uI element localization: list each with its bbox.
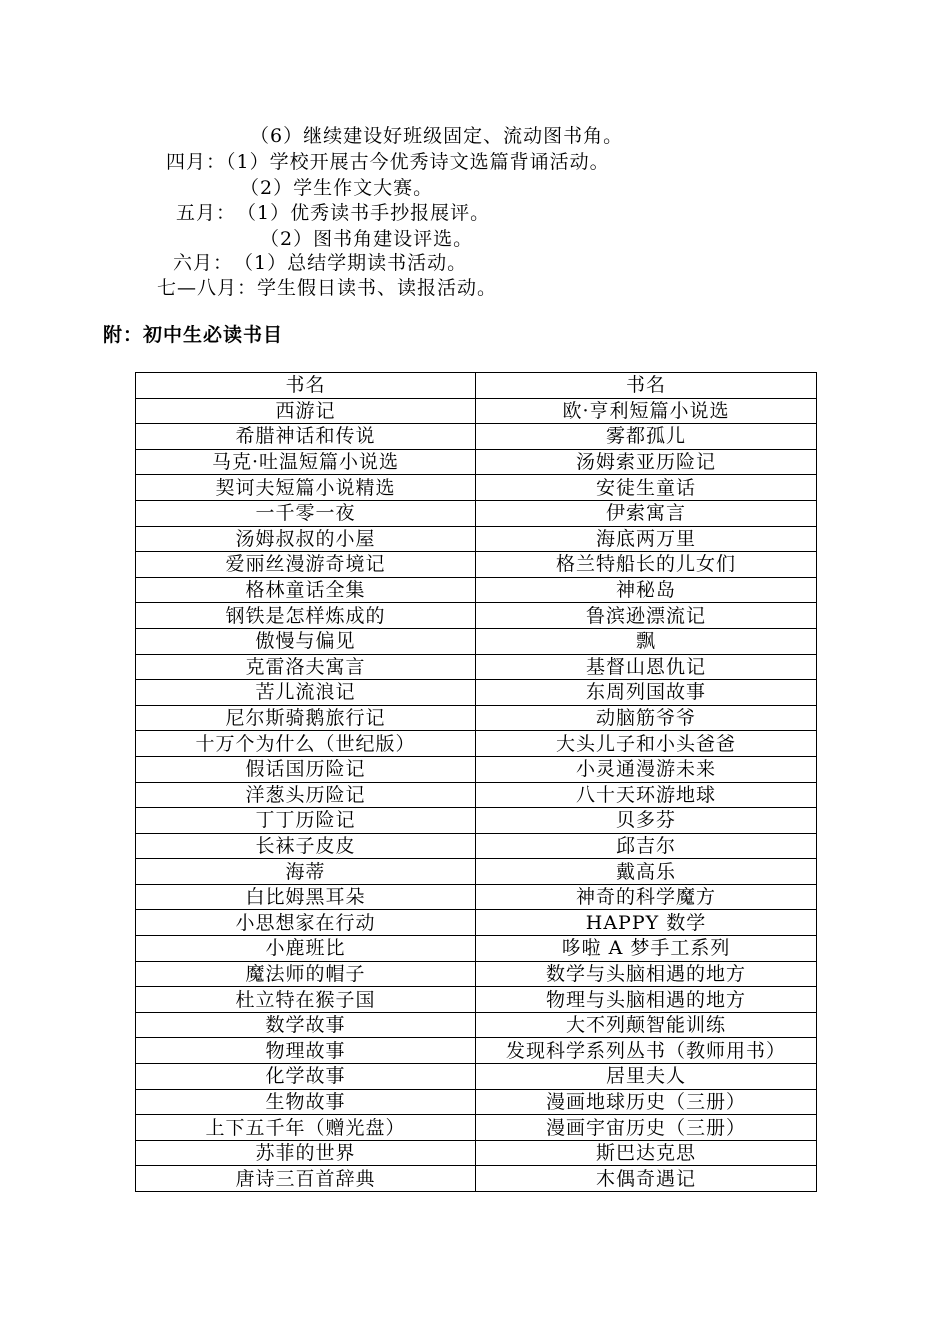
table-row [136, 526, 817, 552]
book-title-cell: 神奇的科学魔方 [476, 884, 817, 910]
table-row [136, 731, 817, 757]
book-title-cell: 神秘岛 [476, 577, 817, 603]
table-row [136, 1115, 817, 1141]
book-title-cell: 傲慢与偏见 [136, 628, 476, 654]
book-title-cell: 东周列国故事 [476, 680, 817, 706]
book-title-cell: 化学故事 [136, 1064, 476, 1090]
book-title-cell: 欧·亨利短篇小说选 [476, 398, 817, 424]
book-title-cell: 漫画地球历史（三册） [476, 1089, 817, 1115]
book-title-cell: 尼尔斯骑鹅旅行记 [136, 705, 476, 731]
book-title-cell: 苏菲的世界 [136, 1140, 476, 1166]
book-title-cell: 海底两万里 [476, 526, 817, 552]
book-title-cell: 唐诗三百首辞典 [136, 1166, 476, 1192]
book-title-cell: 发现科学系列丛书（教师用书） [476, 1038, 817, 1064]
book-title-cell: 物理与头脑相遇的地方 [476, 987, 817, 1013]
book-title-cell: 基督山恩仇记 [476, 654, 817, 680]
book-title-cell: 大头儿子和小头爸爸 [476, 731, 817, 757]
table-row [136, 475, 817, 501]
book-title-cell: 小鹿班比 [136, 936, 476, 962]
book-title-cell: 契诃夫短篇小说精选 [136, 475, 476, 501]
book-title-cell: 希腊神话和传说 [136, 424, 476, 450]
book-title-cell: 海蒂 [136, 859, 476, 885]
table-body [136, 398, 817, 1191]
book-title-cell: 伊索寓言 [476, 500, 817, 526]
book-title-cell: 居里夫人 [476, 1064, 817, 1090]
column-header: 书名 [136, 373, 476, 399]
book-title-cell: 安徒生童话 [476, 475, 817, 501]
reading-list-table [135, 372, 817, 1192]
book-title-cell: 杜立特在猴子国 [136, 987, 476, 1013]
book-title-cell: 哆啦 A 梦手工系列 [476, 936, 817, 962]
table-row [136, 859, 817, 885]
table-row [136, 603, 817, 629]
book-title-cell: 戴高乐 [476, 859, 817, 885]
book-title-cell: 鲁滨逊漂流记 [476, 603, 817, 629]
table-row [136, 910, 817, 936]
table-row [136, 1140, 817, 1166]
table-row [136, 424, 817, 450]
book-title-cell: 格林童话全集 [136, 577, 476, 603]
table-row [136, 936, 817, 962]
table-row [136, 1012, 817, 1038]
book-title-cell: HAPPY 数学 [476, 910, 817, 936]
book-title-cell: 数学故事 [136, 1012, 476, 1038]
table-row [136, 833, 817, 859]
table-row [136, 398, 817, 424]
column-header: 书名 [476, 373, 817, 399]
table-row [136, 500, 817, 526]
book-title-cell: 物理故事 [136, 1038, 476, 1064]
plan-line-may-2: （2）图书角建设评选。 [260, 228, 474, 250]
book-title-cell: 格兰特船长的儿女们 [476, 552, 817, 578]
plan-line-june-1: 六月： （1）总结学期读书活动。 [173, 252, 468, 274]
table-row [136, 628, 817, 654]
book-title-cell: 漫画宇宙历史（三册） [476, 1115, 817, 1141]
book-title-cell: 苦儿流浪记 [136, 680, 476, 706]
book-title-cell: 假话国历险记 [136, 756, 476, 782]
plan-line-april-1: 四月：（1）学校开展古今优秀诗文选篇背诵活动。 [166, 151, 610, 173]
book-title-cell: 丁丁历险记 [136, 808, 476, 834]
book-title-cell: 爱丽丝漫游奇境记 [136, 552, 476, 578]
table-row [136, 449, 817, 475]
book-title-cell: 大不列颠智能训练 [476, 1012, 817, 1038]
plan-line-item6: （6）继续建设好班级固定、流动图书角。 [250, 125, 624, 147]
table-row [136, 577, 817, 603]
table-row [136, 680, 817, 706]
book-title-cell: 魔法师的帽子 [136, 961, 476, 987]
book-title-cell: 小思想家在行动 [136, 910, 476, 936]
book-title-cell: 汤姆索亚历险记 [476, 449, 817, 475]
table-row [136, 987, 817, 1013]
book-title-cell: 克雷洛夫寓言 [136, 654, 476, 680]
table-row [136, 782, 817, 808]
book-title-cell: 动脑筋爷爷 [476, 705, 817, 731]
book-title-cell: 生物故事 [136, 1089, 476, 1115]
book-title-cell: 汤姆叔叔的小屋 [136, 526, 476, 552]
book-title-cell: 上下五千年（赠光盘） [136, 1115, 476, 1141]
plan-line-may-1: 五月： （1）优秀读书手抄报展评。 [176, 202, 491, 224]
table-header-row [136, 373, 817, 399]
table-row [136, 1064, 817, 1090]
book-title-cell: 一千零一夜 [136, 500, 476, 526]
book-title-cell: 马克·吐温短篇小说选 [136, 449, 476, 475]
book-title-cell: 邱吉尔 [476, 833, 817, 859]
table-row [136, 654, 817, 680]
book-title-cell: 十万个为什么（世纪版） [136, 731, 476, 757]
book-title-cell: 八十天环游地球 [476, 782, 817, 808]
book-title-cell: 贝多芬 [476, 808, 817, 834]
table-row [136, 808, 817, 834]
table-row [136, 884, 817, 910]
plan-line-april-2: （2）学生作文大赛。 [240, 177, 434, 199]
book-title-cell: 小灵通漫游未来 [476, 756, 817, 782]
book-title-cell: 斯巴达克思 [476, 1140, 817, 1166]
table-row [136, 1038, 817, 1064]
book-title-cell: 数学与头脑相遇的地方 [476, 961, 817, 987]
plan-line-july-august: 七—八月：学生假日读书、读报活动。 [157, 277, 498, 299]
book-title-cell: 洋葱头历险记 [136, 782, 476, 808]
table-row [136, 961, 817, 987]
appendix-title: 附：初中生必读书目 [103, 324, 284, 346]
book-title-cell: 西游记 [136, 398, 476, 424]
book-title-cell: 木偶奇遇记 [476, 1166, 817, 1192]
book-title-cell: 雾都孤儿 [476, 424, 817, 450]
table-row [136, 705, 817, 731]
table-row [136, 552, 817, 578]
book-title-cell: 钢铁是怎样炼成的 [136, 603, 476, 629]
table-row [136, 1166, 817, 1192]
table-row [136, 756, 817, 782]
book-title-cell: 飘 [476, 628, 817, 654]
table-row [136, 1089, 817, 1115]
book-title-cell: 白比姆黑耳朵 [136, 884, 476, 910]
book-title-cell: 长袜子皮皮 [136, 833, 476, 859]
